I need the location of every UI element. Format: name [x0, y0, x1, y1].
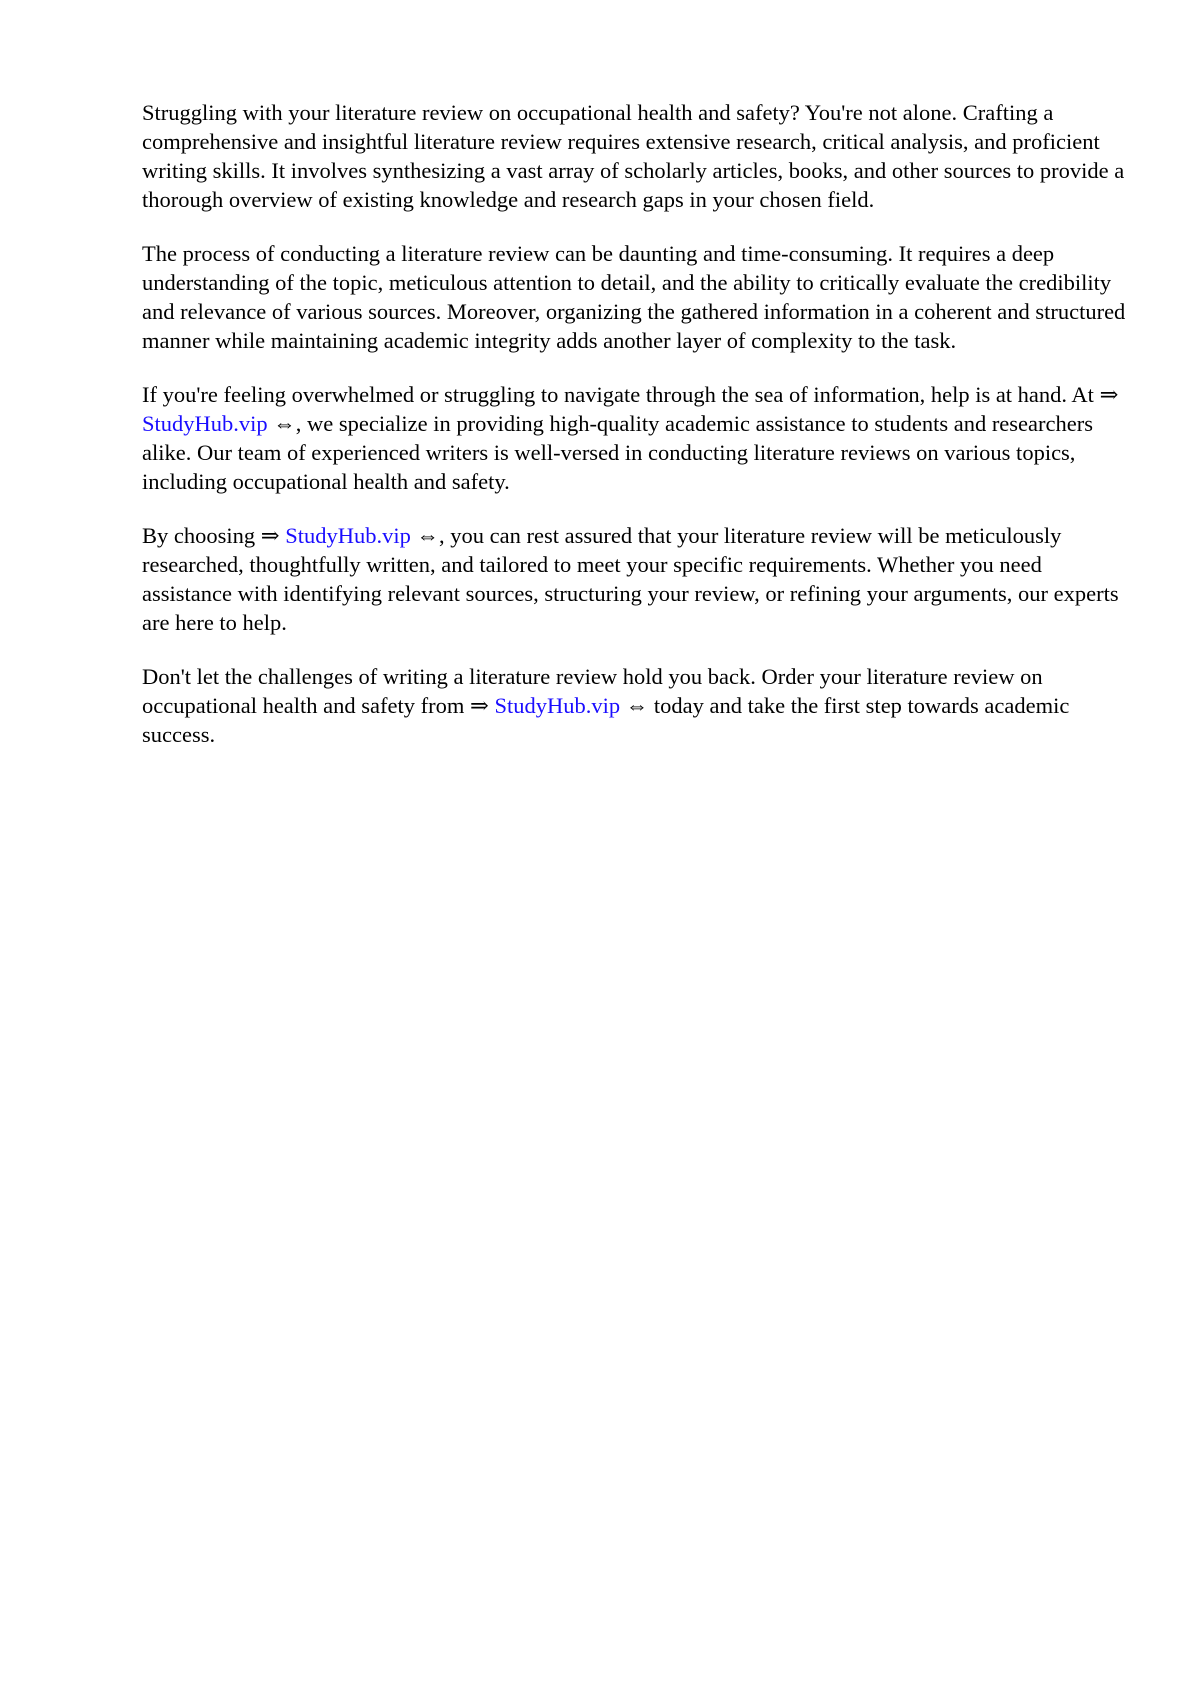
paragraph-process: The process of conducting a literature review can be daunting and time-consuming. It requires a deep understanding of the topic, meticulous attention to detail, and the ability to critically evaluate the credibility and relevance of various sources. Moreover, organizing the gathered information in a coherent and structured manner while maintaining academic integrity adds another layer of complexity to the task. — [142, 241, 1126, 353]
paragraph-choosing — [142, 521, 1132, 637]
double-arrow-both-icon: ⇔ — [625, 693, 649, 718]
studyhub-link[interactable]: StudyHub.vip — [494, 693, 621, 718]
document-page — [142, 98, 1132, 774]
paragraph-intro: Struggling with your literature review on occupational health and safety? You're not alone. Crafting a comprehensive and insightful literature review requires extensive research, critical analysis, and proficient writing skills. It involves synthesizing a vast array of scholarly articles, books, and other sources to provide a thorough overview of existing knowledge and research gaps in your chosen field. — [142, 100, 1125, 212]
double-arrow-right-icon: ⇒ — [260, 523, 280, 548]
paragraph-text-before: By choosing — [142, 523, 261, 548]
paragraph-text-after: today and take the first step towards academic success. — [142, 693, 1070, 747]
studyhub-link[interactable]: StudyHub.vip — [142, 411, 268, 436]
double-arrow-both-icon: ⇔ — [416, 523, 440, 548]
paragraph-order — [142, 662, 1132, 749]
paragraph-help — [142, 380, 1132, 496]
paragraph-text-after: , we specialize in providing high-quality academic assistance to students and researchers alike. Our team of experienced writers is well-versed in conducting literature reviews on various topics, including occupational health and safety. — [142, 411, 1093, 494]
studyhub-link[interactable]: StudyHub.vip — [285, 523, 411, 548]
paragraph-text-before: If you're feeling overwhelmed or struggling to navigate through the sea of information, help is at hand. At — [142, 382, 1100, 407]
double-arrow-both-icon: ⇔ — [273, 411, 296, 436]
paragraph-text-before: Don't let the challenges of writing a literature review hold you back. Order your literature review on occupational health and safety from — [142, 664, 1043, 718]
double-arrow-right-icon: ⇒ — [470, 693, 489, 718]
double-arrow-right-icon: ⇒ — [1099, 382, 1119, 407]
paragraph-text-after: , you can rest assured that your literature review will be meticulously researched, thoughtfully written, and tailored to meet your specific requirements. Whether you need assistance with identifying relevant sources, structuring your review, or refining your arguments, our experts are here to help. — [142, 523, 1119, 635]
